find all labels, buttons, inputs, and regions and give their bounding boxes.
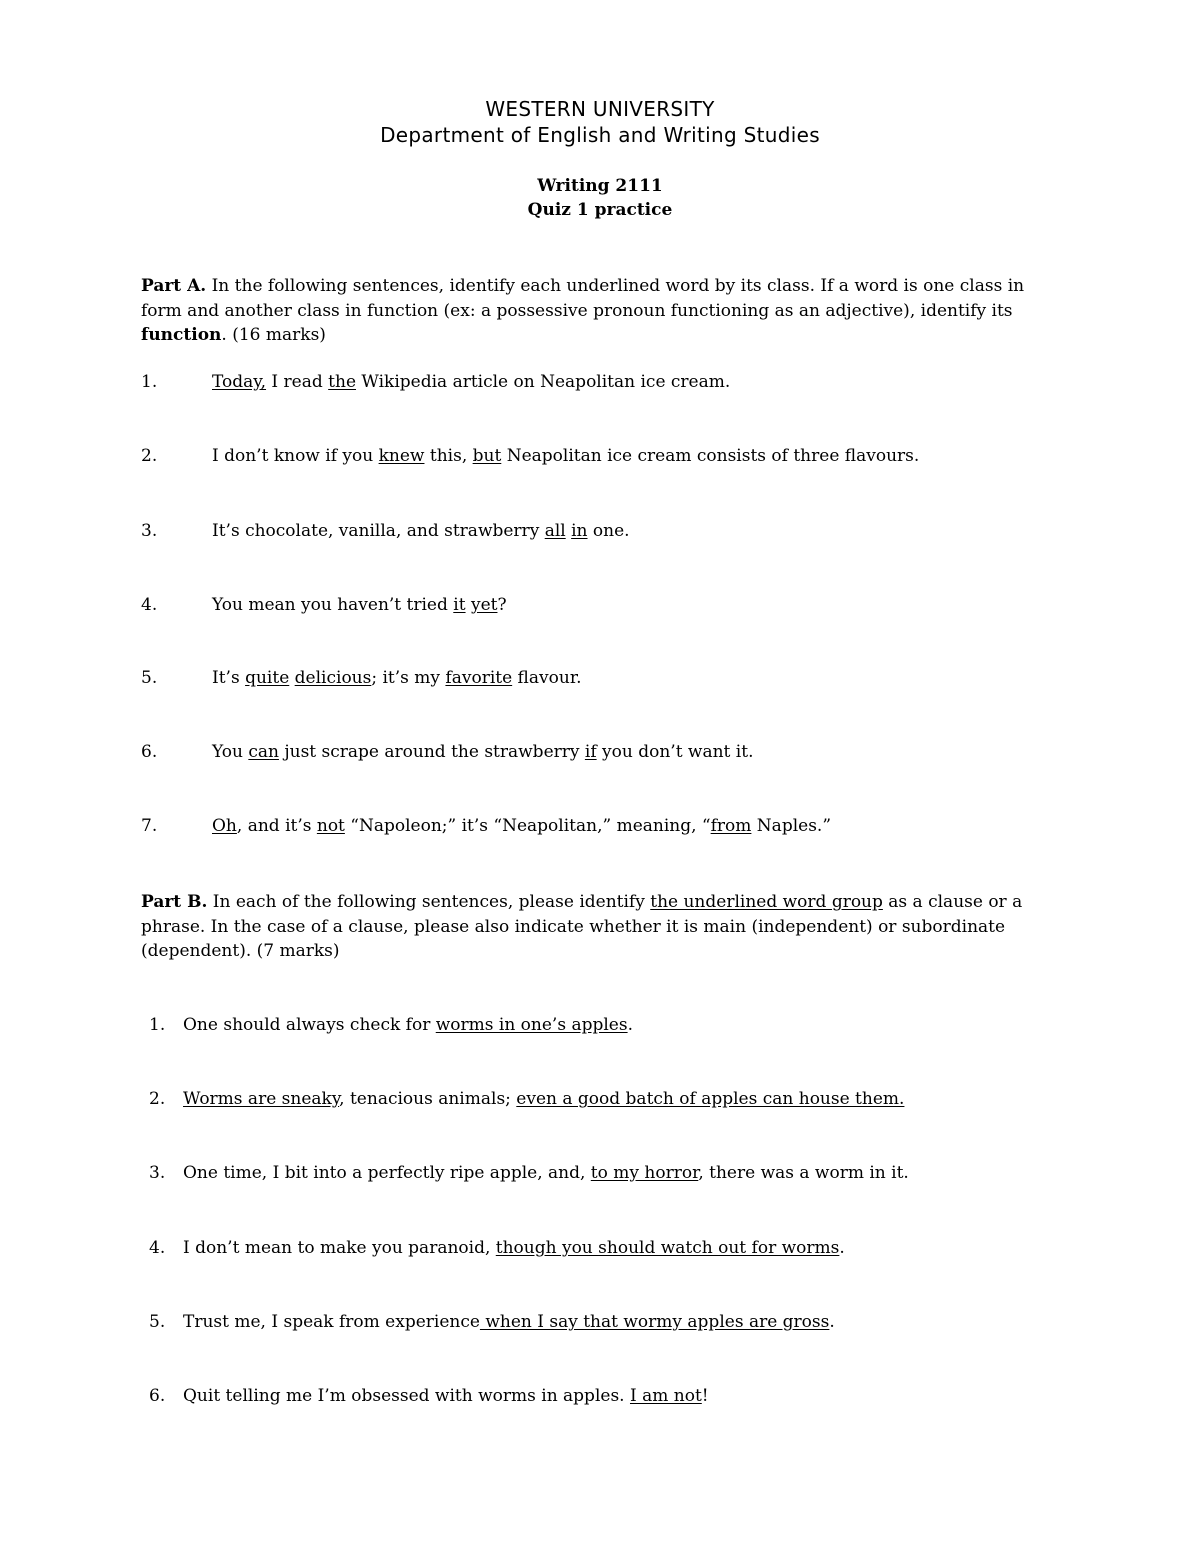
item-sentence: Today, I read the Wikipedia article on Neapolitan ice cream. [212,372,731,392]
part-a-item-2 [141,446,1121,472]
part-b-instruction-rest: as a clause or a phrase. In the case of a clause, please also indicate whether it is main (independent) or subordinate (dependent). (7 marks) [141,892,1023,961]
part-b-item-3 [141,1163,1121,1189]
item-number: 1. [149,1015,166,1035]
item-sentence: I don’t mean to make you paranoid, though you should watch out for worms. [183,1238,845,1258]
part-a-label: Part A. [141,276,207,296]
part-a-item-7 [141,816,1121,842]
underlined-word: can [248,742,279,762]
underlined-word: it [453,595,466,615]
part-a-item-1 [141,372,1121,398]
item-number: 6. [141,742,158,762]
item-number: 1. [141,372,158,392]
underlined-word-group: I am not [629,1386,702,1406]
item-number: 4. [149,1238,166,1258]
item-sentence: It’s chocolate, vanilla, and strawberry all in one. [212,521,630,541]
part-a-instruction-text: In the following sentences, identify each underlined word by its class. If a word is one class in form and another class in function (ex: a possessive pronoun functioning as an adjective), identify its [141,276,1025,321]
part-a-marks: . (16 marks) [221,325,326,345]
part-a-item-5 [141,668,1121,694]
item-sentence: Oh, and it’s not “Napoleon;” it’s “Neapolitan,” meaning, “from Naples.” [212,816,832,836]
part-b-item-4 [141,1238,1121,1264]
item-sentence: Quit telling me I’m obsessed with worms in apples. I am not! [183,1386,709,1406]
quiz-title: Quiz 1 practice [527,200,673,220]
part-b-item-1 [141,1015,1121,1041]
item-sentence: It’s quite delicious; it’s my favorite flavour. [212,668,582,688]
underlined-word: Oh [212,816,237,836]
part-b-instruction-text: In each of the following sentences, please identify [207,892,651,912]
underlined-word: in [571,521,588,541]
underlined-word: yet [470,595,498,615]
underlined-word: delicious [294,668,372,688]
part-b-item-6 [141,1386,1121,1412]
underlined-word-group: to my horror [590,1163,699,1183]
item-sentence: You can just scrape around the strawberry if you don’t want it. [212,742,754,762]
part-b-instructions [141,890,1061,964]
part-a-item-3 [141,521,1121,547]
item-sentence: One should always check for worms in one’s apples. [183,1015,633,1035]
course-title: Writing 2111 [537,176,663,196]
item-number: 5. [149,1312,166,1332]
part-a-item-4 [141,595,1121,621]
underlined-word: knew [378,446,425,466]
item-number: 4. [141,595,158,615]
item-number: 3. [141,521,158,541]
underlined-word: not [316,816,345,836]
underlined-word: all [544,521,566,541]
item-sentence: Trust me, I speak from experience when I say that wormy apples are gross. [183,1312,835,1332]
underlined-word-group: when I say that wormy apples are gross [479,1312,830,1332]
part-b-label: Part B. [141,892,208,912]
part-a-item-6 [141,742,1121,768]
underlined-word-group: worms in one’s apples [435,1015,628,1035]
item-number: 3. [149,1163,166,1183]
underlined-word-group: though you should watch out for worms [495,1238,840,1258]
underlined-word-group: Worms are sneaky [183,1089,340,1109]
part-b-item-5 [141,1312,1121,1338]
underlined-phrase: the underlined word group [650,892,883,912]
item-sentence: I don’t know if you knew this, but Neapolitan ice cream consists of three flavours. [212,446,920,466]
underlined-word: the [328,372,357,392]
underlined-word: but [472,446,502,466]
part-a-function-emphasis: function [141,325,222,345]
underlined-word: from [710,816,752,836]
underlined-word: favorite [445,668,513,688]
university-name: WESTERN UNIVERSITY [485,97,715,121]
item-sentence: Worms are sneaky, tenacious animals; even a good batch of apples can house them. [183,1089,905,1109]
item-number: 7. [141,816,158,836]
item-sentence: You mean you haven’t tried it yet? [212,595,507,615]
department-name: Department of English and Writing Studies [380,123,820,147]
part-a-instructions [141,274,1061,348]
underlined-word: Today, [212,372,267,392]
item-sentence: One time, I bit into a perfectly ripe apple, and, to my horror, there was a worm in it. [183,1163,909,1183]
item-number: 2. [149,1089,166,1109]
underlined-word: if [584,742,597,762]
item-number: 5. [141,668,158,688]
underlined-word: quite [245,668,290,688]
item-number: 2. [141,446,158,466]
item-number: 6. [149,1386,166,1406]
underlined-word-group: even a good batch of apples can house them. [516,1089,905,1109]
part-b-item-2 [141,1089,1121,1115]
